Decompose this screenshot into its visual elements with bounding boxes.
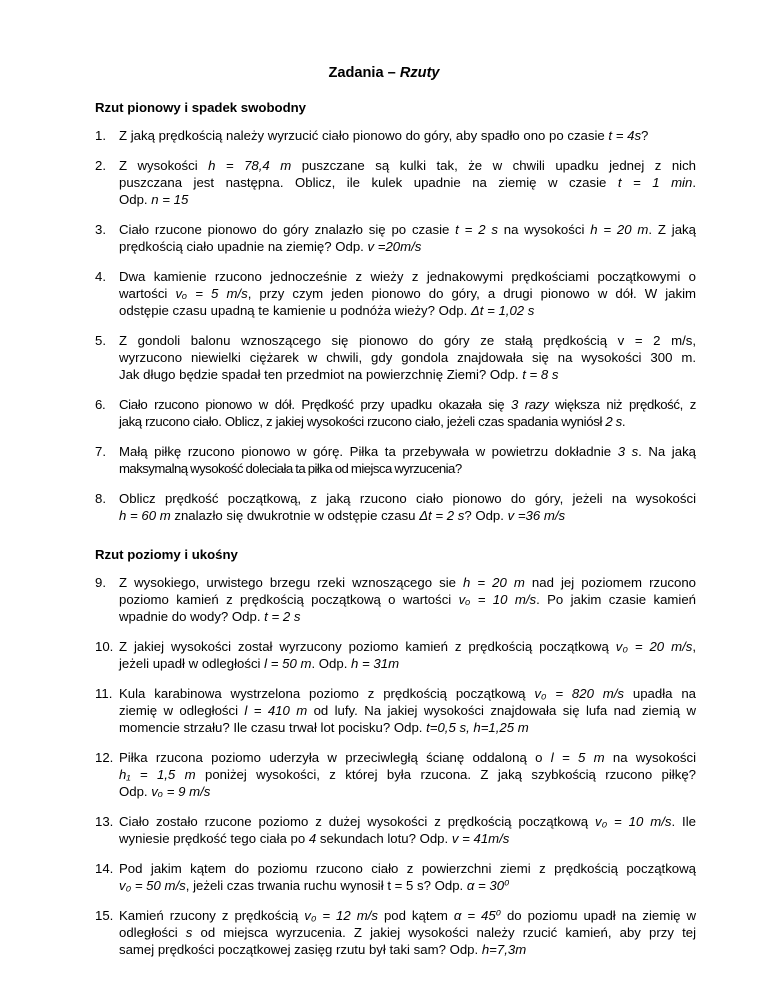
exercise-number: 12. — [95, 750, 114, 765]
section-heading-vertical: Rzut pionowy i spadek swobodny — [95, 100, 307, 115]
exercise-number: 2. — [95, 158, 106, 173]
exercise-13: 13. Ciało zostało rzucone poziomo z dużej wysokości z prędkością początkową v₀ = 10 m/s. Ile wyniesie prędkość tego ciała po 4 sekundach lotu? Odp. v = 41m/s — [95, 814, 696, 846]
exercise-number: 15. — [95, 908, 114, 923]
exercise-number: 7. — [95, 444, 106, 459]
title-topic: Rzuty — [399, 65, 440, 81]
exercise-6: 6. Ciało rzucono pionowo w dół. Prędkość przy upadku okazała się 3 razy większa niż prędkość, z jaką rzucono ciało. Oblicz, z jakiej wysokości rzucono ciało, jeżeli czas spadania wyniósł 2 s. — [95, 397, 697, 429]
exercise-4: 4. Dwa kamienie rzucono jednocześnie z wieży z jednakowymi prędkościami początkowymi o wartości vₒ = 5 m/s, przy czym jeden pionowo do góry, a drugi pionowo w dół. W jakim odstępie czasu upadną te kamienie u podnóża wieży? Odp. Δt = 1,02 s — [95, 269, 697, 318]
exercise-number: 6. — [95, 397, 106, 412]
exercise-number: 1. — [95, 128, 106, 143]
exercise-number: 10. — [95, 639, 114, 654]
exercise-11: 11. Kula karabinowa wystrzelona poziomo z prędkością początkową v₀ = 820 m/s upadła na ziemię w odległości l = 410 m od lufy. Na jakiej wysokości znajdowała się lufa nad ziemią w momencie strzału? Ile czasu trwał lot pocisku? Odp. t=0,5 s, h=1,25 m — [95, 686, 696, 735]
exercise-12: 12. Piłka rzucona poziomo uderzyła w przeciwległą ścianę oddaloną o l = 5 m na wysokości h₁ = 1,5 m poniżej wysokości, z której była rzucona. Z jaką szybkością rzucono piłkę? Odp. vₒ = 9 m/s — [95, 750, 697, 799]
exercise-14: 14. Pod jakim kątem do poziomu rzucono ciało z powierzchni ziemi z prędkością początkową v₀ = 50 m/s, jeżeli czas trwania ruchu wynosił t = 5 s? Odp. α = 30⁰ — [95, 861, 696, 893]
exercise-number: 9. — [95, 575, 106, 590]
exercise-number: 4. — [95, 269, 106, 284]
exercise-number: 14. — [95, 861, 114, 876]
exercise-9: 9. Z wysokiego, urwistego brzegu rzeki wznoszącego sie h = 20 m nad jej poziomem rzucono poziomo kamień z prędkością początkową o wartości vₒ = 10 m/s. Po jakim czasie kamień wpadnie do wody? Odp. t = 2 s — [95, 575, 696, 624]
section-heading-projectile: Rzut poziomy i ukośny — [95, 547, 238, 562]
exercise-2: 2. Z wysokości h = 78,4 m puszczane są kulki tak, że w chwili upadku jednej z nich puszczana jest następna. Oblicz, ile kulek upadnie na ziemię w czasie t = 1 min. Odp. n = 15 — [95, 158, 697, 207]
title-prefix: Zadania – — [328, 65, 400, 81]
exercise-number: 13. — [95, 814, 114, 829]
exercise-number: 11. — [95, 686, 113, 701]
exercise-number: 8. — [95, 491, 106, 506]
exercise-number: 5. — [95, 333, 106, 348]
exercise-1: 1. Z jaką prędkością należy wyrzucić ciało pionowo do góry, aby spadło ono po czasie t = 4s? — [95, 128, 649, 143]
exercise-8: 8. Oblicz prędkość początkową, z jaką rzucono ciało pionowo do góry, jeżeli na wysokości h = 60 m znalazło się dwukrotnie w odstępie czasu Δt = 2 s? Odp. v =36 m/s — [95, 491, 696, 523]
page-title — [0, 65, 768, 82]
exercise-3: 3. Ciało rzucone pionowo do góry znalazło się po czasie t = 2 s na wysokości h = 20 m. Z jaką prędkością ciało upadnie na ziemię? Odp. v =20m/s — [95, 222, 696, 254]
exercise-7: 7. Małą piłkę rzucono pionowo w górę. Piłka ta przebywała w powietrzu dokładnie 3 s. Na jaką maksymalną wysokość doleciała ta piłka od miejsca wyrzucenia? — [95, 444, 696, 476]
exercise-15: 15. Kamień rzucony z prędkością v₀ = 12 m/s pod kątem α = 45⁰ do poziomu upadł na ziemię w odległości s od miejsca wyrzucenia. Z jakiej wysokości należy rzucić kamień, aby przy tej samej prędkości początkowej zasięg rzutu był taki sam? Odp. h=7,3m — [95, 908, 696, 957]
exercise-10: 10. Z jakiej wysokości został wyrzucony poziomo kamień z prędkością początkową v₀ = 20 m/s, jeżeli upadł w odległości l = 50 m. Odp. h = 31m — [95, 639, 696, 671]
exercise-5: 5. Z gondoli balonu wznoszącego się pionowo do góry ze stałą prędkością v = 2 m/s, wyrzucono niewielki ciężarek w chwili, gdy gondola znajdowała się na wysokości 300 m. Jak długo będzie spadał ten przedmiot na powierzchnię Ziemi? Odp. t = 8 s — [95, 333, 696, 382]
exercise-number: 3. — [95, 222, 106, 237]
